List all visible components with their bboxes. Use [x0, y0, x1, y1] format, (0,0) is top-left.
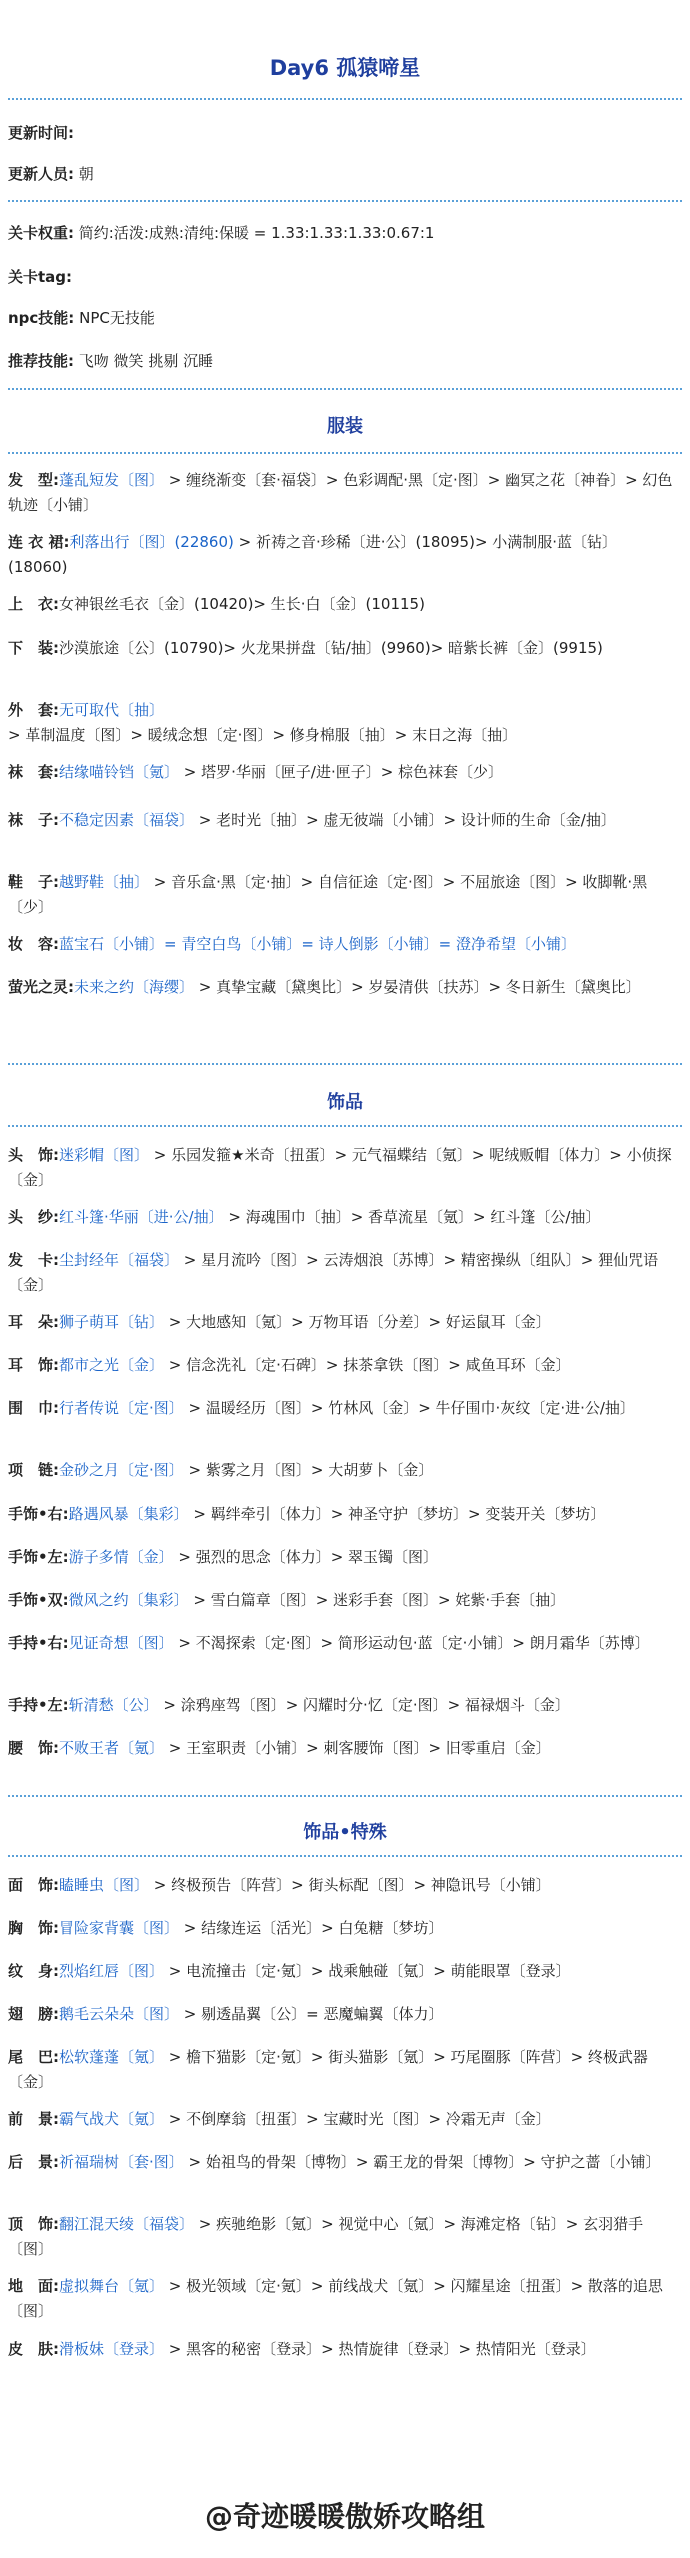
top-pick-link[interactable]: 烈焰红唇〔图〕 [59, 1962, 165, 1980]
alternatives-text: > 雪白篇章〔图〕> 迷彩手套〔图〕> 姹紫·手套〔抽〕 [188, 1591, 566, 1609]
alternatives-text: > 电流撞击〔定·氪〕> 战乘触碰〔氪〕> 萌能眼罩〔登录〕 [164, 1962, 571, 1980]
top-pick-link[interactable]: 红斗篷·华丽〔进·公/抽〕 [59, 1208, 224, 1226]
list-item [8, 2150, 673, 2175]
alternatives-text: > 始祖鸟的骨架〔博物〕> 霸王龙的骨架〔博物〕> 守护之蔷〔小铺〕 [183, 2153, 661, 2171]
list-item [8, 1545, 673, 1570]
alternatives-text: > 羁绊牵引〔体力〕> 神圣守护〔梦坊〕> 变装开关〔梦坊〕 [188, 1505, 606, 1523]
list-item [8, 1736, 673, 1761]
top-pick-link[interactable]: 不败王者〔氪〕 [59, 1739, 165, 1757]
list-item [8, 760, 673, 785]
item-label: 手饰•右: [8, 1505, 69, 1523]
top-pick-link[interactable]: 无可取代〔抽〕 [59, 701, 165, 719]
list-item [8, 592, 673, 617]
item-label: 袜 子: [8, 811, 59, 829]
meta-value: 简约:活泼:成熟:清纯:保暖 = 1.33:1.33:1.33:0.67:1 [78, 224, 435, 242]
top-pick-link[interactable]: 虚拟舞台〔氪〕 [59, 2277, 165, 2295]
divider [8, 1063, 682, 1065]
meta-skill [8, 350, 213, 371]
top-pick-link[interactable]: 祈福瑞树〔套·图〕 [59, 2153, 184, 2171]
meta-value: 朝 [78, 165, 94, 183]
divider [8, 98, 682, 100]
list-item [8, 1458, 673, 1483]
item-label: 翅 膀: [8, 2005, 59, 2023]
top-pick-link[interactable]: 滑板妹〔登录〕 [59, 2340, 165, 2358]
item-label: 袜 套: [8, 763, 59, 781]
alternatives-text: > 温暖经历〔图〕> 竹林风〔金〕> 牛仔围巾·灰纹〔定·进·公/抽〕 [183, 1399, 635, 1417]
alternatives-text: > 终极预告〔阵营〕> 街头标配〔图〕> 神隐讯号〔小铺〕 [149, 1876, 551, 1894]
item-label: 发 卡: [8, 1251, 59, 1269]
list-item [8, 1205, 673, 1230]
list-item [8, 2212, 673, 2262]
list-item [8, 1959, 673, 1984]
alternatives-text: > 革制温度〔图〕> 暖绒念想〔定·图〕> 修身棉服〔抽〕> 末日之海〔抽〕 [8, 726, 518, 744]
top-pick-link[interactable]: 越野鞋〔抽〕 [59, 873, 150, 891]
alternatives-text: > 檐下猫影〔定·氪〕> 街头猫影〔氪〕> 巧尾圈豚〔阵营〕> 终极武器〔金〕 [8, 2048, 648, 2091]
item-label: 纹 身: [8, 1962, 59, 1980]
top-pick-link[interactable]: 结缘喵铃铛〔氪〕 [59, 763, 180, 781]
top-pick-link[interactable]: 不稳定因素〔福袋〕 [59, 811, 195, 829]
top-pick-link[interactable]: 游子多情〔金〕 [68, 1548, 174, 1566]
top-pick-link[interactable]: 微风之约〔集彩〕 [68, 1591, 189, 1609]
list-item [8, 698, 673, 748]
top-pick-link[interactable]: 霸气战犬〔氪〕 [59, 2110, 165, 2128]
divider [8, 452, 682, 454]
item-label: 上 衣: [8, 595, 59, 613]
top-pick-link[interactable]: 都市之光〔金〕 [59, 1356, 165, 1374]
alternatives-text: > 王室职责〔小铺〕> 刺客腰饰〔图〕> 旧零重启〔金〕 [164, 1739, 551, 1757]
alternatives-text: > 不渴探索〔定·图〕> 简形运动包·蓝〔定·小铺〕> 朗月霜华〔苏博〕 [173, 1634, 650, 1652]
item-label: 围 巾: [8, 1399, 59, 1417]
item-label: 后 景: [8, 2153, 59, 2171]
divider [8, 1855, 682, 1857]
top-pick-link[interactable]: 利落出行〔图〕(22860) [69, 533, 234, 551]
item-label: 前 景: [8, 2110, 59, 2128]
item-label: 腰 饰: [8, 1739, 59, 1757]
item-label: 头 饰: [8, 1146, 59, 1164]
item-label: 手持•右: [8, 1634, 69, 1652]
alternatives-text: > 星月流吟〔图〕> 云涛烟浪〔苏博〕> 精密操纵〔组队〕> 狸仙咒语〔金〕 [8, 1251, 659, 1294]
list-item [8, 2045, 673, 2095]
top-pick-link[interactable]: 鹅毛云朵朵〔图〕 [59, 2005, 180, 2023]
alternatives-text: > 塔罗·华丽〔匣子/进·匣子〕> 棕色袜套〔少〕 [179, 763, 504, 781]
item-label: 外 套: [8, 701, 59, 719]
top-pick-link[interactable]: 行者传说〔定·图〕 [59, 1399, 184, 1417]
meta-label: npc技能: [8, 309, 75, 327]
alternatives-text: > 海魂围巾〔抽〕> 香草流星〔氪〕> 红斗篷〔公/抽〕 [223, 1208, 601, 1226]
item-label: 下 装: [8, 639, 59, 657]
list-item [8, 1631, 673, 1656]
list-item [8, 1353, 673, 1378]
item-label: 手饰•左: [8, 1548, 69, 1566]
item-label: 项 链: [8, 1461, 59, 1479]
list-item [8, 2274, 673, 2324]
list-item [8, 1248, 673, 1298]
alternatives-text: > 紫雾之月〔图〕> 大胡萝卜〔金〕 [183, 1461, 434, 1479]
item-label: 发 型: [8, 471, 59, 489]
top-pick-link[interactable]: 金砂之月〔定·图〕 [59, 1461, 184, 1479]
top-pick-link[interactable]: 蓝宝石〔小铺〕= 青空白鸟〔小铺〕= 诗人倒影〔小铺〕= 澄净希望〔小铺〕 [59, 935, 577, 953]
divider [8, 1795, 682, 1797]
meta-update-person [8, 163, 94, 184]
divider [8, 1125, 682, 1127]
meta-value: 飞吻 微笑 挑剔 沉睡 [78, 352, 214, 370]
section-title-special: 饰品•特殊 [303, 1822, 387, 1843]
top-pick-link[interactable]: 狮子萌耳〔钻〕 [59, 1313, 165, 1331]
alternatives-text: > 疾驰绝影〔氪〕> 视觉中心〔氪〕> 海滩定格〔钻〕> 玄羽猎手〔图〕 [8, 2215, 644, 2258]
list-item [8, 2107, 673, 2132]
footer-watermark: @奇迹暖暖傲娇攻略组 [204, 2500, 485, 2533]
item-label: 皮 肤: [8, 2340, 59, 2358]
alternatives-text: > 黑客的秘密〔登录〕> 热情旋律〔登录〕> 热情阳光〔登录〕 [164, 2340, 596, 2358]
list-item [8, 468, 673, 518]
alternatives-text: > 强烈的思念〔体力〕> 翠玉镯〔图〕 [173, 1548, 439, 1566]
list-item [8, 1143, 673, 1193]
item-label: 妆 容: [8, 935, 59, 953]
top-pick-link[interactable]: 冒险家背囊〔图〕 [59, 1919, 180, 1937]
alternatives-text: > 大地感知〔氪〕> 万物耳语〔分差〕> 好运鼠耳〔金〕 [164, 1313, 551, 1331]
item-label: 耳 朵: [8, 1313, 59, 1331]
item-label: 面 饰: [8, 1876, 59, 1894]
item-label: 头 纱: [8, 1208, 59, 1226]
alternatives-text: > 祈祷之音·珍稀〔进·公〕(18095)> 小满制服·蓝〔钻〕(18060) [8, 533, 618, 576]
top-pick-link[interactable]: 路遇风暴〔集彩〕 [68, 1505, 189, 1523]
alternatives-text: > 信念洗礼〔定·石碑〕> 抹茶拿铁〔图〕> 咸鱼耳环〔金〕 [164, 1356, 571, 1374]
alternatives-text: > 乐园发箍★米奇〔扭蛋〕> 元气福蝶结〔氪〕> 呢绒贩帽〔体力〕> 小侦探〔金〕 [8, 1146, 672, 1189]
list-item [8, 2337, 673, 2362]
meta-npc [8, 307, 155, 328]
item-label: 连 衣 裙: [8, 533, 70, 551]
alternatives-text: 女神银丝毛衣〔金〕(10420)> 生长·白〔金〕(10115) [59, 595, 425, 613]
list-item [8, 1310, 673, 1335]
alternatives-text: > 剔透晶翼〔公〕= 恶魔蝙翼〔体力〕 [179, 2005, 444, 2023]
alternatives-text: > 音乐盒·黑〔定·抽〕> 自信征途〔定·图〕> 不屈旅途〔图〕> 收脚靴·黑〔少〕 [8, 873, 648, 916]
meta-update-time [8, 122, 74, 143]
item-label: 手持•左: [8, 1696, 69, 1714]
top-pick-link[interactable]: 未来之约〔海缨〕 [74, 978, 195, 996]
top-pick-link[interactable]: 松软蓬蓬〔氪〕 [59, 2048, 165, 2066]
top-pick-link[interactable]: 翻江混天绫〔福袋〕 [59, 2215, 195, 2233]
page-title: Day6 孤猿啼星 [269, 56, 421, 80]
top-pick-link[interactable]: 见证奇想〔图〕 [68, 1634, 174, 1652]
meta-label: 关卡tag: [8, 268, 73, 286]
meta-tag [8, 266, 72, 287]
alternatives-text: > 极光领域〔定·氪〕> 前线战犬〔氪〕> 闪耀星途〔扭蛋〕> 散落的追思〔图〕 [8, 2277, 663, 2320]
list-item [8, 975, 673, 1000]
list-item [8, 1693, 673, 1718]
item-label: 鞋 子: [8, 873, 59, 891]
divider [8, 388, 682, 390]
list-item [8, 932, 673, 957]
divider [8, 200, 682, 202]
item-label: 萤光之灵: [8, 978, 74, 996]
alternatives-text: > 不倒摩翁〔扭蛋〕> 宝藏时光〔图〕> 冷霜无声〔金〕 [164, 2110, 551, 2128]
section-title-clothing: 服装 [327, 416, 363, 437]
list-item [8, 1588, 673, 1613]
meta-weight [8, 222, 434, 243]
list-item [8, 1502, 673, 1527]
list-item [8, 530, 673, 580]
item-label: 耳 饰: [8, 1356, 59, 1374]
alternatives-text: > 老时光〔抽〕> 虚无彼端〔小铺〕> 设计师的生命〔金/抽〕 [194, 811, 616, 829]
top-pick-link[interactable]: 蓬乱短发〔图〕 [59, 471, 165, 489]
item-label: 地 面: [8, 2277, 59, 2295]
meta-label: 关卡权重: [8, 224, 74, 242]
meta-value: NPC无技能 [79, 309, 155, 327]
meta-label: 推荐技能: [8, 352, 74, 370]
list-item [8, 636, 673, 661]
item-label: 手饰•双: [8, 1591, 69, 1609]
item-label: 胸 饰: [8, 1919, 59, 1937]
list-item [8, 2002, 673, 2027]
section-title-accessories: 饰品 [327, 1092, 363, 1113]
top-pick-link[interactable]: 尘封经年〔福袋〕 [59, 1251, 180, 1269]
list-item [8, 1916, 673, 1941]
top-pick-link[interactable]: 瞌睡虫〔图〕 [59, 1876, 150, 1894]
alternatives-text: > 缠绕渐变〔套·福袋〕> 色彩调配·黑〔定·图〕> 幽冥之花〔神眷〕> 幻色轨迹〔小铺〕 [8, 471, 673, 514]
list-item [8, 1396, 673, 1421]
list-item [8, 870, 673, 920]
list-item [8, 808, 673, 833]
alternatives-text: > 结缘连运〔活光〕> 白兔糖〔梦坊〕 [179, 1919, 444, 1937]
item-label: 顶 饰: [8, 2215, 59, 2233]
list-item [8, 1873, 673, 1898]
top-pick-link[interactable]: 斩清愁〔公〕 [68, 1696, 159, 1714]
alternatives-text: > 涂鸦座驾〔图〕> 闪耀时分·忆〔定·图〕> 福禄烟斗〔金〕 [158, 1696, 570, 1714]
alternatives-text: 沙漠旅途〔公〕(10790)> 火龙果拼盘〔钻/抽〕(9960)> 暗紫长裤〔金〕(9915) [59, 639, 603, 657]
top-pick-link[interactable]: 迷彩帽〔图〕 [59, 1146, 150, 1164]
meta-label: 更新时间: [8, 124, 74, 142]
alternatives-text: > 真挚宝藏〔黛奥比〕> 岁晏清供〔扶苏〕> 冬日新生〔黛奥比〕 [194, 978, 641, 996]
meta-label: 更新人员: [8, 165, 74, 183]
item-label: 尾 巴: [8, 2048, 59, 2066]
